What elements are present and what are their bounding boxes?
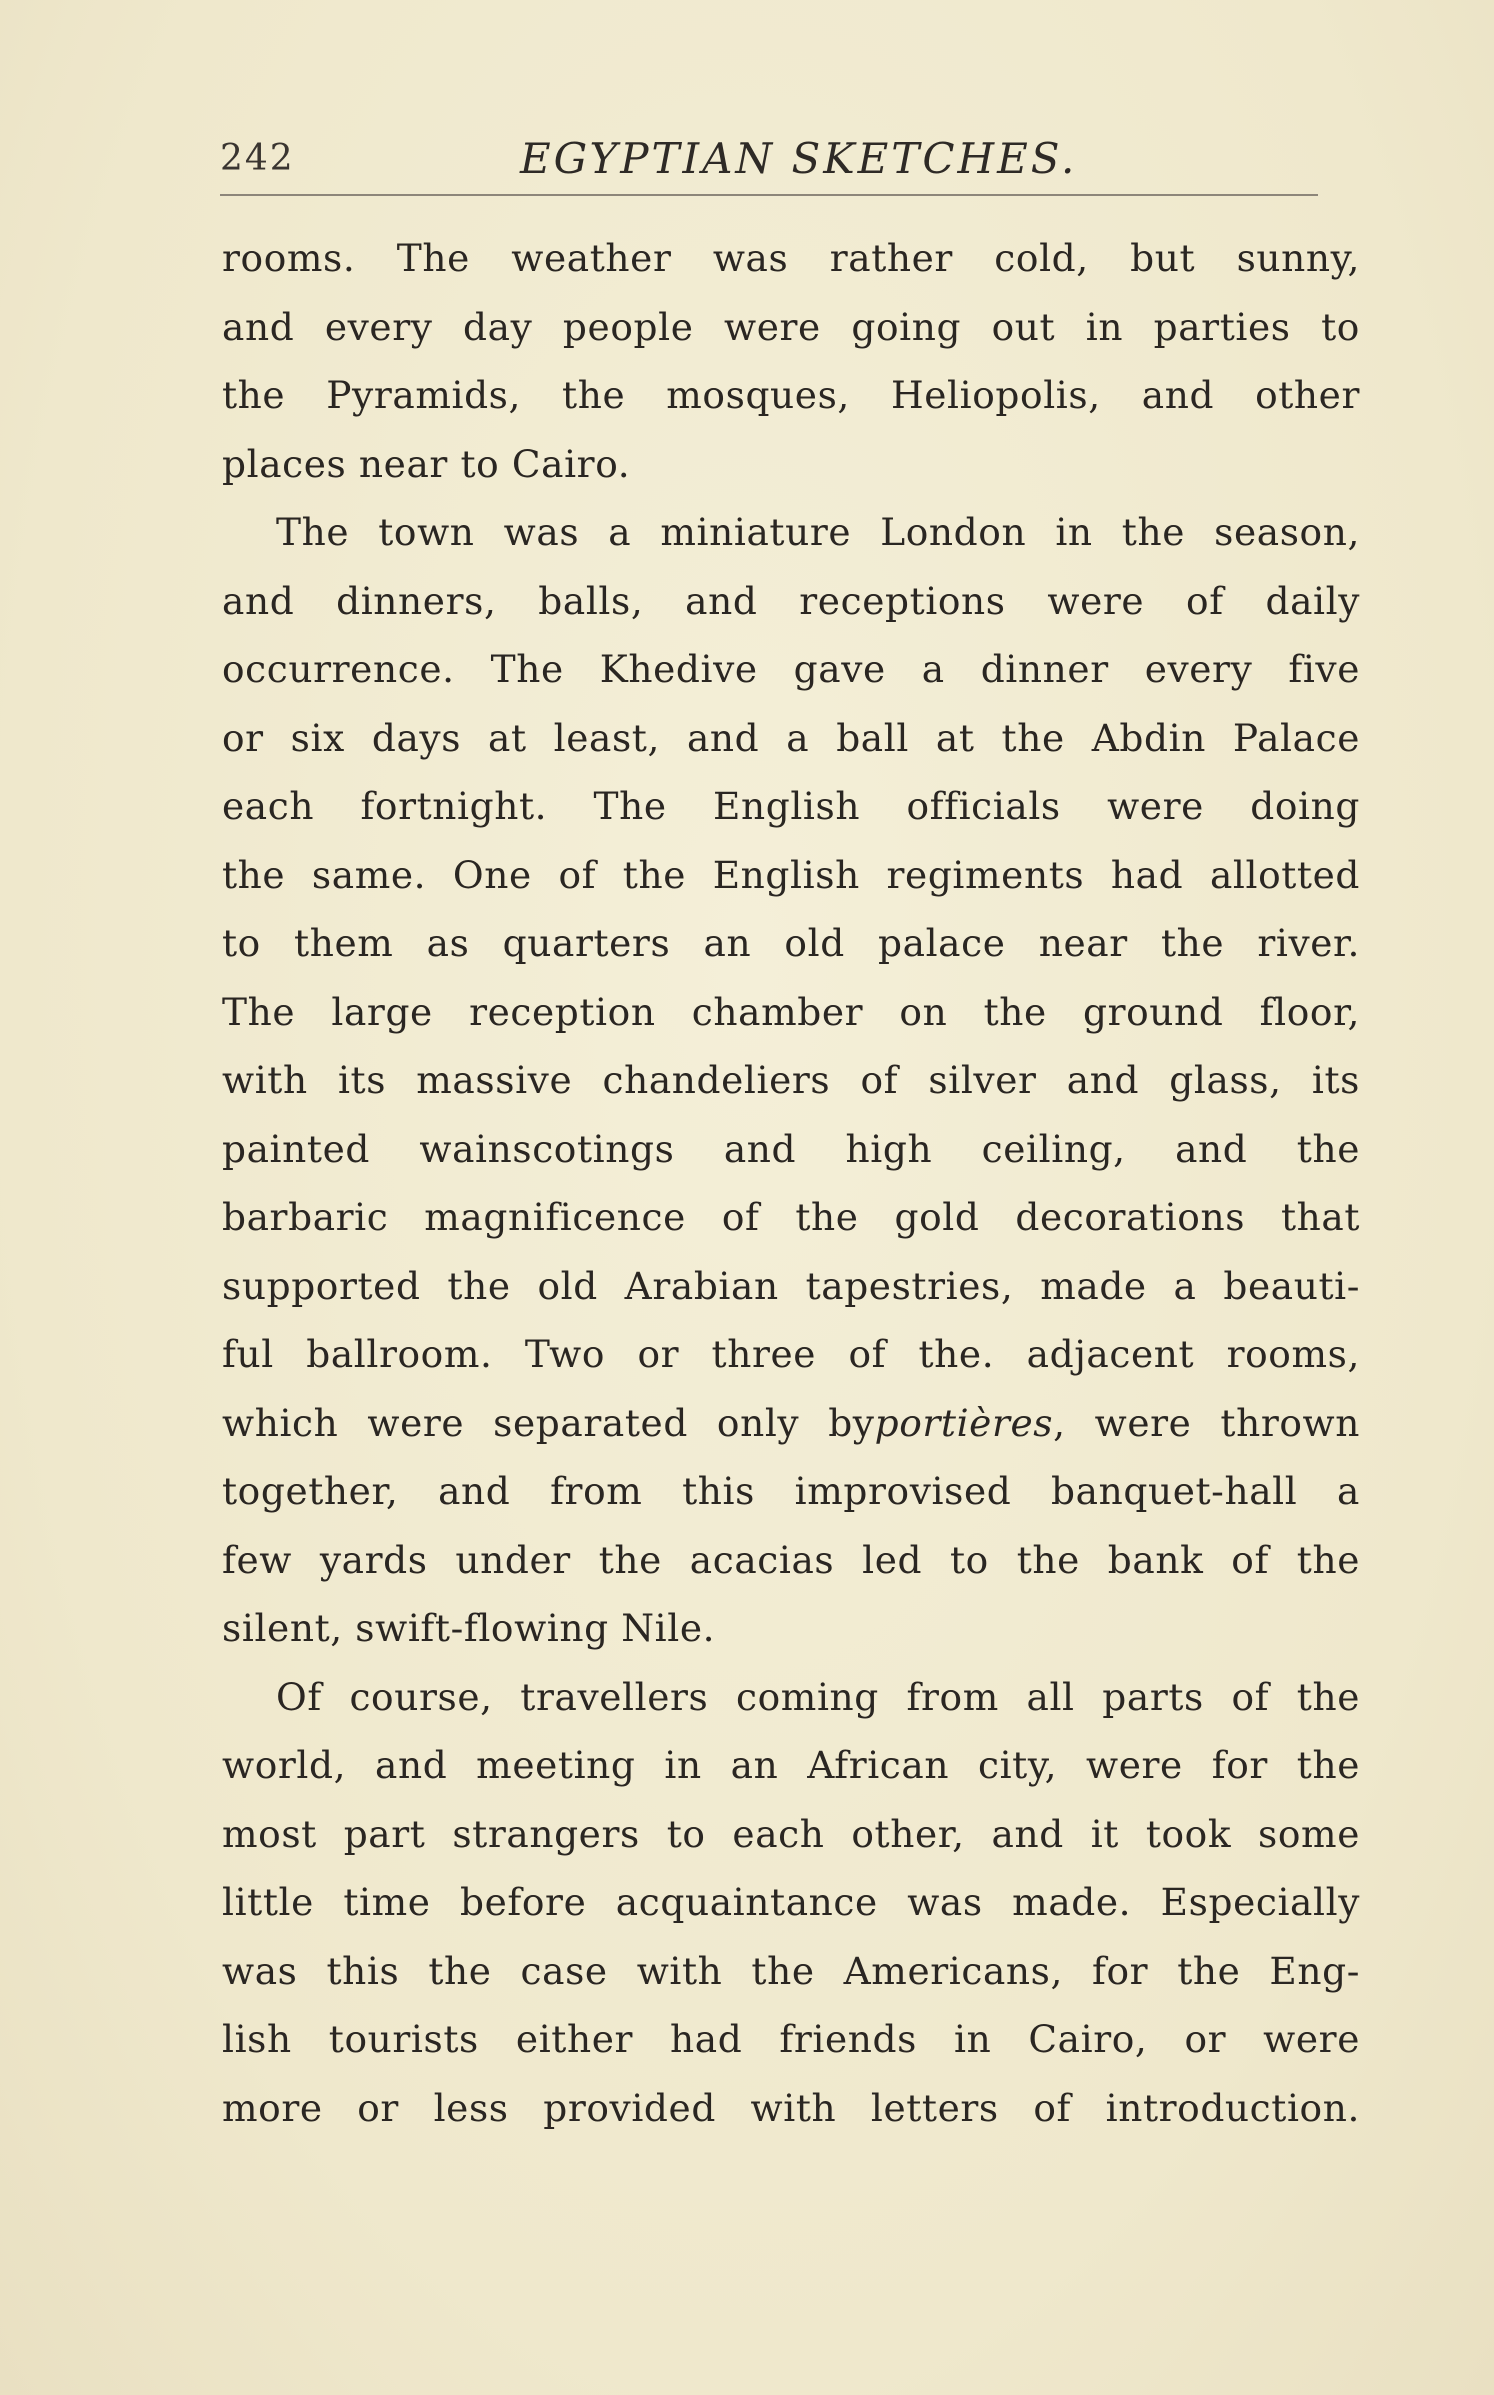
body-text bbox=[222, 224, 1360, 2142]
text-line: together, and from this improvised banquet-hall a bbox=[222, 1469, 1360, 1513]
text-line: lish tourists either had friends in Cairo, or were bbox=[222, 2017, 1360, 2061]
text-line: supported the old Arabian tapestries, made a beauti- bbox=[222, 1263, 1360, 1308]
text-run: which were separated only by bbox=[222, 1400, 875, 1445]
text-line: or six days at least, and a ball at the Abdin Palace bbox=[222, 715, 1360, 760]
text-line: painted wainscotings and high ceiling, and the bbox=[222, 1126, 1360, 1171]
text-line: Of course, travellers coming from all parts of the bbox=[276, 1674, 1360, 1719]
text-line: was this the case with the Americans, for the Eng- bbox=[222, 1948, 1360, 1993]
text-line: the Pyramids, the mosques, Heliopolis, and other bbox=[222, 373, 1360, 417]
text-line: occurrence. The Khedive gave a dinner every five bbox=[222, 647, 1360, 691]
text-line: and every day people were going out in parties to bbox=[222, 304, 1360, 349]
text-line: the same. One of the English regiments had allotted bbox=[222, 852, 1360, 897]
text-line: The town was a miniature London in the season, bbox=[276, 510, 1360, 554]
italic-word: portières bbox=[874, 1400, 1054, 1445]
running-title: EGYPTIAN SKETCHES. bbox=[520, 134, 1078, 183]
text-line: more or less provided with letters of introduction. bbox=[222, 2085, 1360, 2130]
text-line: little time before acquaintance was made. Especially bbox=[222, 1880, 1360, 1924]
text-line: ful ballroom. Two or three of the. adjacent rooms, bbox=[222, 1332, 1360, 1376]
text-line: barbaric magnificence of the gold decorations that bbox=[222, 1195, 1360, 1239]
text-line: to them as quarters an old palace near the river. bbox=[222, 921, 1360, 965]
text-line: with its massive chandeliers of silver and glass, its bbox=[222, 1058, 1360, 1102]
text-run: , were thrown bbox=[1053, 1400, 1360, 1445]
text-line: each fortnight. The English officials were doing bbox=[222, 784, 1360, 828]
text-line: and dinners, balls, and receptions were of daily bbox=[222, 578, 1360, 623]
text-line: few yards under the acacias led to the bank of the bbox=[222, 1537, 1360, 1582]
text-line bbox=[222, 1389, 1360, 1458]
page-number: 242 bbox=[220, 138, 295, 179]
text-line: world, and meeting in an African city, were for the bbox=[222, 1743, 1360, 1787]
text-line: silent, swift-flowing Nile. bbox=[222, 1606, 716, 1650]
text-line: most part strangers to each other, and it took some bbox=[222, 1811, 1360, 1856]
text-line: places near to Cairo. bbox=[222, 441, 631, 486]
text-line: rooms. The weather was rather cold, but sunny, bbox=[222, 236, 1360, 280]
header-rule bbox=[220, 194, 1318, 196]
text-line: The large reception chamber on the ground floor, bbox=[222, 989, 1360, 1034]
page-header bbox=[220, 128, 1320, 188]
